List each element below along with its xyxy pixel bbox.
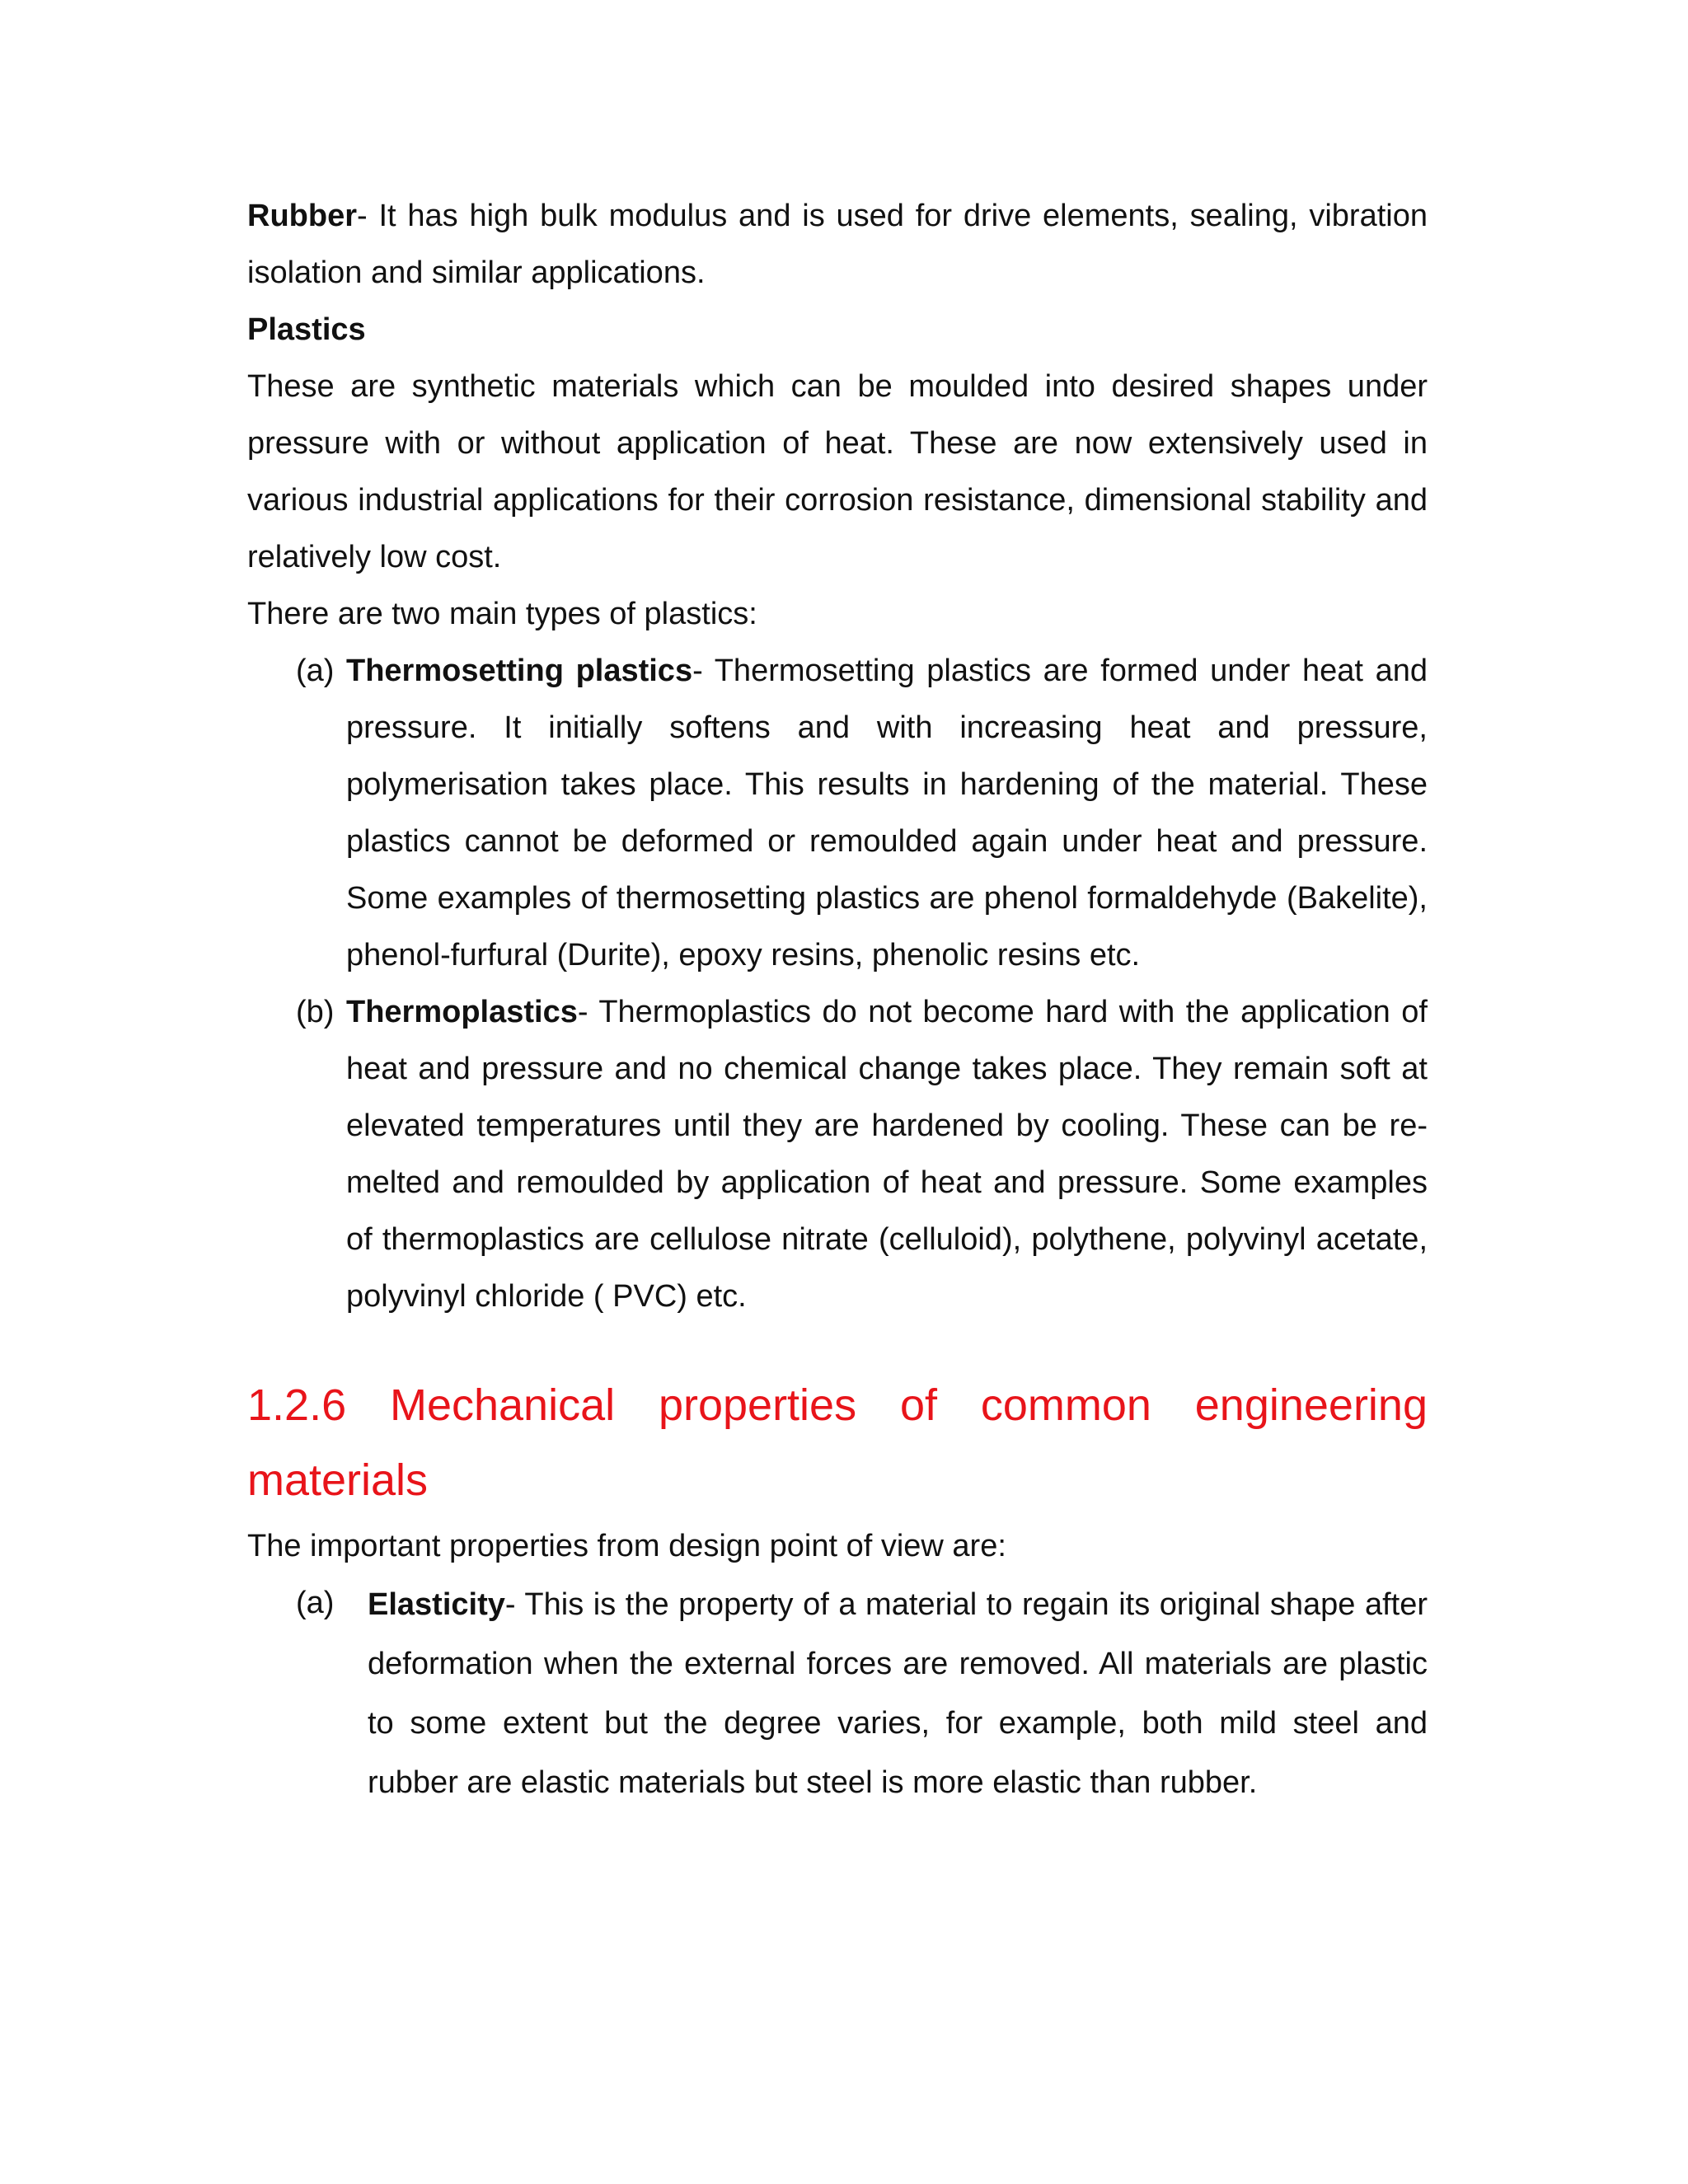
list-item-elasticity [247,1575,1428,1812]
section-heading: 1.2.6 Mechanical properties of common engineering materials [247,1380,1428,1505]
list-item-body [368,1575,1428,1812]
list-item-term: Thermosetting plastics [346,654,693,688]
list-item-text: - This is the property of a material to regain its original shape after deformation when the external forces are removed. All materials are plastic to some extent but the degree varies, for example, both mild steel and rubber are elastic materials but steel is more elastic than rubber. [368,1587,1428,1800]
list-marker: (b) [296,995,335,1029]
plastics-heading: Plastics [247,312,366,347]
list-item-text: - Thermoplastics do not become hard with the application of heat and pressure and no chemical change takes place. They remain soft at elevated temperatures until they are hardened by cooling. These can be re-melted and remoulded by application of heat and pressure. Some examples of thermoplastics are cellulose nitrate (celluloid), polythene, polyvinyl acetate, polyvinyl chloride ( PVC) etc. [346,995,1428,1314]
rubber-term: Rubber [247,199,357,233]
list-item-text: - Thermosetting plastics are formed under heat and pressure. It initially softens and with increasing heat and pressure, polymerisation takes place. This results in hardening of the material. These plastics cannot be deformed or remoulded again under heat and pressure. Some examples of thermosetting plastics are phenol formaldehyde (Bakelite), phenol-furfural (Durite), epoxy resins, phenolic resins etc. [346,654,1428,972]
list-item-term: Thermoplastics [346,995,578,1029]
list-item-body [346,984,1428,1325]
list-marker: (a) [296,654,335,688]
list-item-thermosetting [247,643,1428,984]
document-page [247,188,1428,1812]
list-marker: (a) [296,1586,335,1620]
list-item-term: Elasticity [368,1587,505,1622]
plastics-types-intro: There are two main types of plastics: [247,597,757,631]
list-item-body [346,643,1428,984]
rubber-text: - It has high bulk modulus and is used for drive elements, sealing, vibration isolation and similar applications. [247,199,1428,290]
rubber-paragraph [247,188,1428,302]
list-item-thermoplastics [247,984,1428,1325]
section-intro: The important properties from design point of view are: [247,1529,1006,1563]
plastics-paragraph: These are synthetic materials which can be moulded into desired shapes under pressure with or without application of heat. These are now extensively used in various industrial applications for their corrosion resistance, dimensional stability and relatively low cost. [247,369,1428,574]
